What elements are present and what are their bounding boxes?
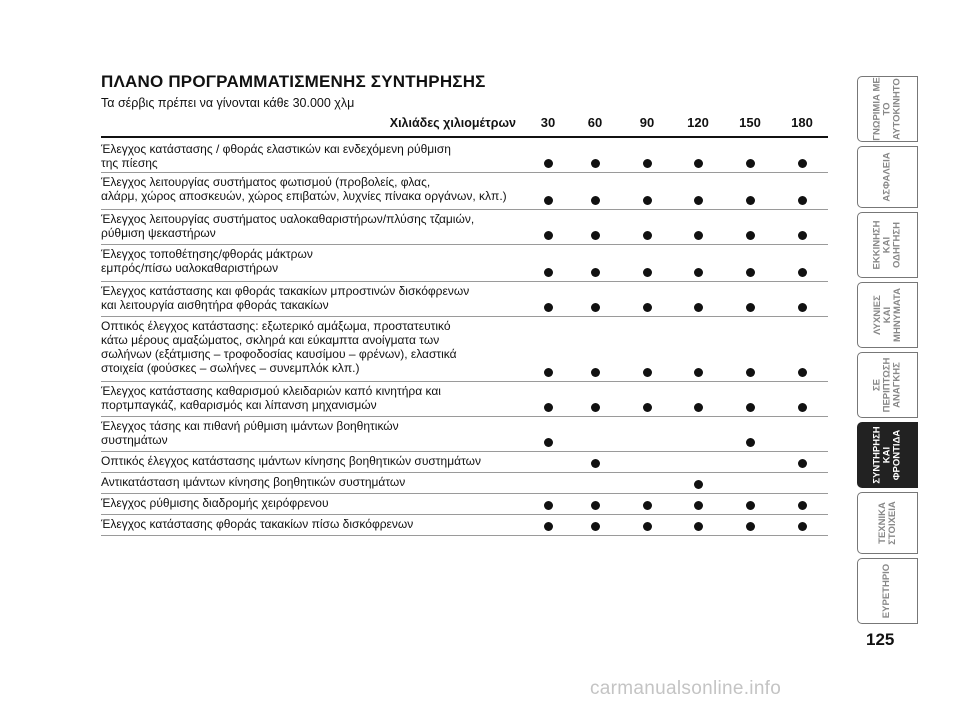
service-mark-dot: [798, 159, 807, 168]
chapter-tab-label: ΑΣΦΑΛΕΙΑ: [881, 152, 893, 202]
service-mark-dot: [798, 522, 807, 531]
service-mark-dot: [591, 196, 600, 205]
service-mark-dot: [746, 368, 755, 377]
chapter-tab[interactable]: [857, 282, 918, 348]
chapter-tab[interactable]: [857, 146, 918, 208]
km-header-label: Χιλιάδες χιλιομέτρων: [389, 116, 516, 130]
service-mark-dot: [591, 303, 600, 312]
service-mark-dot: [746, 403, 755, 412]
chapter-tab-label: ΕΚΚΙΝΗΣΗ ΚΑΙ ΟΔΗΓΗΣΗ: [871, 220, 903, 270]
service-mark-dot: [643, 368, 652, 377]
row-description: Έλεγχος τάσης και πιθανή ρύθμιση ιμάντων βοηθητικών συστημάτων: [101, 419, 399, 447]
table-row: [101, 382, 828, 417]
watermark: carmanualsonline.info: [590, 678, 782, 699]
table-row: [101, 494, 828, 515]
table-row: [101, 515, 828, 536]
header-rule: [101, 136, 828, 138]
service-mark-dot: [544, 231, 553, 240]
service-mark-dot: [544, 196, 553, 205]
km-column-60: 60: [587, 115, 603, 130]
table-row: [101, 417, 828, 452]
service-mark-dot: [591, 501, 600, 510]
service-mark-dot: [591, 459, 600, 468]
row-description: Οπτικός έλεγχος κατάστασης: εξωτερικό αμάξωμα, προστατευτικό κάτω μέρους αμαξώματος, σκληρά και εύκαμπτα ανοίγματα των σωλήνων (εξάτμισης – τροφοδοσίας καυσίμου – φρένων), ελαστικά στοιχεία (φούσκες – σωλήνες – συνεμπλόκ κλπ.): [101, 319, 457, 375]
service-mark-dot: [643, 303, 652, 312]
service-mark-dot: [694, 159, 703, 168]
service-mark-dot: [591, 368, 600, 377]
service-mark-dot: [544, 159, 553, 168]
km-header-row: [101, 112, 828, 136]
row-description: Έλεγχος κατάστασης καθαρισμού κλειδαριών καπό κινητήρα και πορτμπαγκάζ, καθαρισμός και λίπανση μηχανισμών: [101, 384, 441, 412]
service-mark-dot: [643, 231, 652, 240]
service-mark-dot: [544, 403, 553, 412]
service-mark-dot: [746, 303, 755, 312]
service-mark-dot: [694, 501, 703, 510]
row-description: Έλεγχος κατάστασης και φθοράς τακακίων μπροστινών δισκόφρενων και λειτουργία αισθητήρα φθοράς τακακίων: [101, 284, 470, 312]
service-mark-dot: [798, 368, 807, 377]
km-column-120: 120: [687, 115, 709, 130]
service-mark-dot: [544, 501, 553, 510]
service-mark-dot: [798, 403, 807, 412]
table-row: [101, 282, 828, 317]
km-column-150: 150: [739, 115, 761, 130]
service-mark-dot: [591, 231, 600, 240]
service-mark-dot: [798, 196, 807, 205]
chapter-tab-label: ΤΕΧΝΙΚΑ ΣΤΟΙΧΕΙΑ: [876, 501, 898, 545]
service-mark-dot: [694, 196, 703, 205]
row-description: Έλεγχος κατάστασης / φθοράς ελαστικών και ενδεχόμενη ρύθμιση της πίεσης: [101, 142, 451, 170]
service-mark-dot: [746, 231, 755, 240]
table-row: [101, 245, 828, 282]
table-row: [101, 140, 828, 173]
service-mark-dot: [798, 231, 807, 240]
table-row: [101, 210, 828, 245]
service-mark-dot: [746, 268, 755, 277]
chapter-tab[interactable]: [857, 76, 918, 142]
row-description: Έλεγχος κατάστασης φθοράς τακακίων πίσω δισκόφρενων: [101, 517, 414, 531]
service-mark-dot: [746, 501, 755, 510]
service-mark-dot: [798, 501, 807, 510]
service-mark-dot: [643, 159, 652, 168]
chapter-tab-label: ΕΥΡΕΤΗΡΙΟ: [881, 563, 893, 619]
maintenance-table: [101, 140, 828, 536]
service-mark-dot: [591, 268, 600, 277]
page-number: 125: [866, 630, 895, 649]
service-mark-dot: [544, 268, 553, 277]
table-row: [101, 317, 828, 382]
chapter-tab-label: ΣΕ ΠΕΡΙΠΤΩΣΗ ΑΝΑΓΚΗΣ: [871, 357, 903, 413]
service-mark-dot: [694, 231, 703, 240]
chapter-tab-label: ΓΝΩΡΙΜΙΑ ΜΕ ΤΟ ΑΥΤΟΚΙΝΗΤΟ: [871, 77, 903, 141]
service-mark-dot: [746, 522, 755, 531]
km-column-90: 90: [639, 115, 655, 130]
service-mark-dot: [694, 480, 703, 489]
service-mark-dot: [544, 303, 553, 312]
table-row: [101, 173, 828, 210]
row-description: Αντικατάσταση ιμάντων κίνησης βοηθητικών συστημάτων: [101, 475, 406, 489]
service-mark-dot: [544, 368, 553, 377]
row-description: Έλεγχος ρύθμισης διαδρομής χειρόφρενου: [101, 496, 329, 510]
row-description: Έλεγχος τοποθέτησης/φθοράς μάκτρων εμπρός/πίσω υαλοκαθαριστήρων: [101, 247, 313, 275]
service-mark-dot: [591, 403, 600, 412]
service-mark-dot: [798, 459, 807, 468]
chapter-tab[interactable]: [857, 422, 918, 488]
service-mark-dot: [591, 159, 600, 168]
service-mark-dot: [694, 368, 703, 377]
chapter-tab[interactable]: [857, 352, 918, 418]
service-mark-dot: [798, 303, 807, 312]
service-mark-dot: [694, 268, 703, 277]
row-description: Οπτικός έλεγχος κατάστασης ιμάντων κίνησης βοηθητικών συστημάτων: [101, 454, 482, 468]
service-mark-dot: [643, 196, 652, 205]
table-row: [101, 473, 828, 494]
page-subtitle: Τα σέρβις πρέπει να γίνονται κάθε 30.000 χλμ: [101, 96, 355, 110]
chapter-tab-label: ΛΥΧΝΙΕΣ ΚΑΙ ΜΗΝΥΜΑΤΑ: [871, 288, 903, 342]
service-mark-dot: [694, 522, 703, 531]
service-mark-dot: [746, 196, 755, 205]
chapter-tab[interactable]: [857, 212, 918, 278]
service-mark-dot: [544, 438, 553, 447]
service-mark-dot: [694, 303, 703, 312]
service-mark-dot: [544, 522, 553, 531]
service-mark-dot: [643, 403, 652, 412]
row-description: Έλεγχος λειτουργίας συστήματος φωτισμού (προβολείς, φλας, αλάρμ, χώρος αποσκευών, χώρος επιβατών, λυχνίες πίνακα οργάνων, κλπ.): [101, 175, 507, 203]
service-mark-dot: [643, 268, 652, 277]
chapter-tab[interactable]: [857, 558, 918, 624]
service-mark-dot: [591, 522, 600, 531]
service-mark-dot: [746, 438, 755, 447]
km-column-30: 30: [540, 115, 556, 130]
row-description: Έλεγχος λειτουργίας συστήματος υαλοκαθαριστήρων/πλύσης τζαμιών, ρύθμιση ψεκαστήρων: [101, 212, 475, 240]
service-mark-dot: [643, 501, 652, 510]
chapter-tab-label: ΣΥΝΤΗΡΗΣΗ ΚΑΙ ΦΡΟΝΤΙΔΑ: [871, 426, 903, 484]
page-title: ΠΛΑΝΟ ΠΡΟΓΡΑΜΜΑΤΙΣΜΕΝΗΣ ΣΥΝΤΗΡΗΣΗΣ: [101, 72, 486, 91]
chapter-tab[interactable]: [857, 492, 918, 554]
service-mark-dot: [694, 403, 703, 412]
service-mark-dot: [643, 522, 652, 531]
service-mark-dot: [798, 268, 807, 277]
km-column-180: 180: [791, 115, 813, 130]
service-mark-dot: [746, 159, 755, 168]
table-row: [101, 452, 828, 473]
